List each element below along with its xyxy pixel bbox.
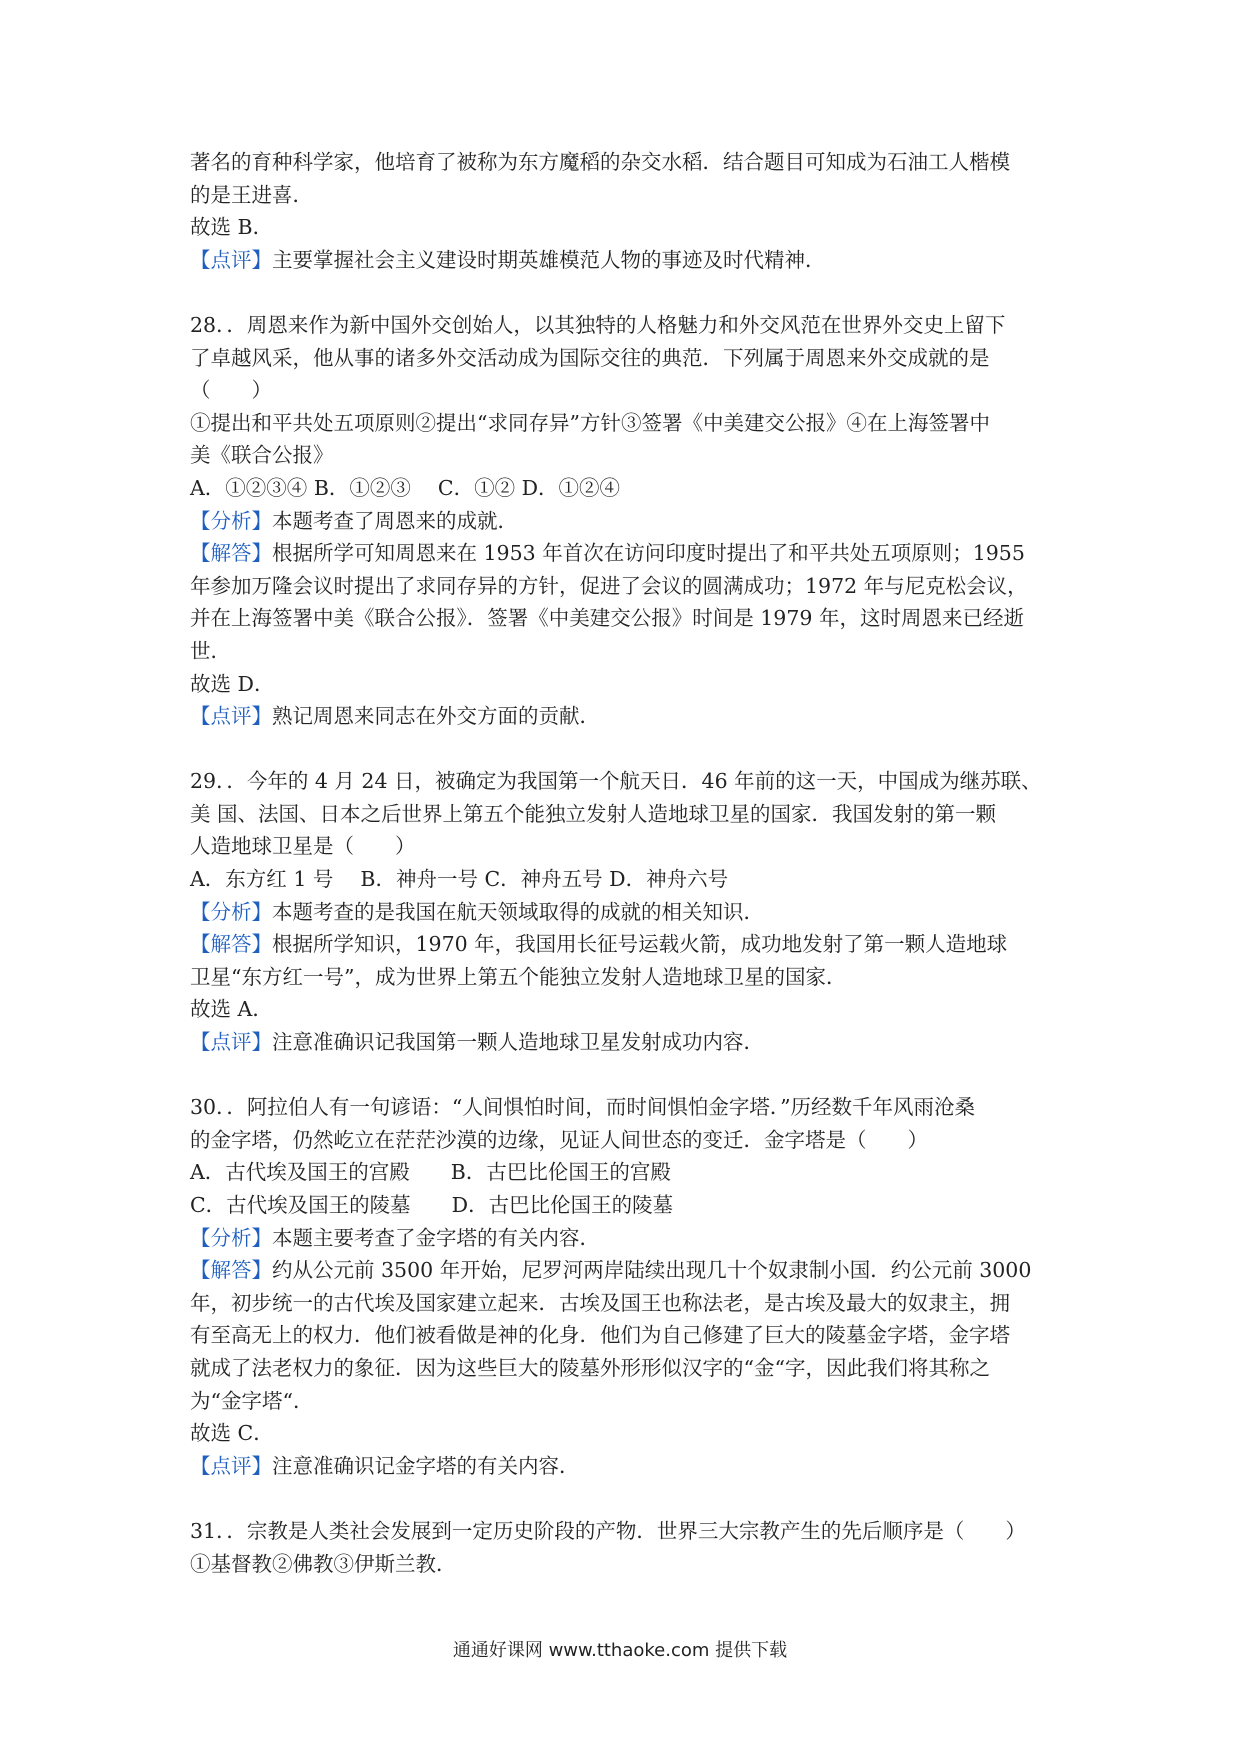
question-30 xyxy=(190,1091,1070,1482)
analysis-line xyxy=(190,1222,1070,1255)
analysis-tag: 【分析】 xyxy=(190,1225,272,1250)
analysis-line xyxy=(190,505,1070,538)
comment-tag: 【点评】 xyxy=(190,1453,272,1478)
question-text: 了卓越风采，他从事的诸多外交活动成为国际交往的典范．下列属于周恩来外交成就的是 xyxy=(190,345,990,370)
question-text: 31．．宗教是人类社会发展到一定历史阶段的产物．世界三大宗教产生的先后顺序是（ ） xyxy=(190,1518,1026,1543)
text-line: 著名的育种科学家，他培育了被称为东方魔稻的杂交水稻．结合题目可知成为石油工人楷模 xyxy=(190,150,1010,174)
answer-text: 就成了法老权力的象征．因为这些巨大的陵墓外形形似汉字的“金“字，因此我们将其称之 xyxy=(190,1355,990,1380)
analysis-tag: 【分析】 xyxy=(190,899,272,924)
question-28 xyxy=(190,309,1070,733)
answer-text: 年，初步统一的古代埃及国家建立起来．古埃及国王也称法老，是古埃及最大的奴隶主，拥 xyxy=(190,1290,1010,1315)
answer-text: 年参加万隆会议时提出了求同存异的方针，促进了会议的圆满成功；1972 年与尼克松会议， xyxy=(190,573,1028,598)
question-text: 29．．今年的 4 月 24 日，被确定为我国第一个航天日．46 年前的这一天，中国成为继苏联、 xyxy=(190,769,1042,794)
answer-text: 并在上海签署中美《联合公报》．签署《中美建交公报》时间是 1979 年，这时周恩来已经逝 xyxy=(190,606,1024,631)
analysis-line xyxy=(190,896,1070,929)
answer-text: 约从公元前 3500 年开始，尼罗河两岸陆续出现几十个奴隶制小国．约公元前 3000 xyxy=(272,1258,1032,1283)
question-text: （ ） xyxy=(190,378,272,403)
comment-line xyxy=(190,1450,1070,1483)
question-text: 美 国、法国、日本之后世界上第五个能独立发射人造地球卫星的国家．我国发射的第一颗 xyxy=(190,801,997,826)
choice-line: 故选 A． xyxy=(190,997,273,1022)
page-footer: 通通好课网 www.tthaoke.com 提供下载 xyxy=(452,1640,788,1661)
comment-tag: 【点评】 xyxy=(190,704,272,729)
intro-block xyxy=(190,146,1070,276)
analysis-text: 本题主要考查了金字塔的有关内容． xyxy=(272,1225,600,1250)
choice-line: 故选 D． xyxy=(190,671,275,696)
analysis-text: 本题考查了周恩来的成就． xyxy=(272,508,518,533)
comment-line xyxy=(190,700,1070,733)
answer-line xyxy=(190,537,1070,570)
answer-text: 根据所学知识，1970 年，我国用长征号运载火箭，成功地发射了第一颗人造地球 xyxy=(272,932,1008,957)
answer-tag: 【解答】 xyxy=(190,932,272,957)
question-31 xyxy=(190,1515,1070,1580)
answer-text: 为“金字塔“． xyxy=(190,1388,314,1413)
answer-text: 根据所学可知周恩来在 1953 年首次在访问印度时提出了和平共处五项原则；1955 xyxy=(272,541,1025,566)
answer-text: 有至高无上的权力．他们被看做是神的化身．他们为自己修建了巨大的陵墓金字塔，金字塔 xyxy=(190,1323,1010,1348)
options-line: A．①②③④ B．①②③ C．①② D．①②④ xyxy=(190,475,621,500)
question-text: 美《联合公报》 xyxy=(190,443,334,468)
question-text: 30．．阿拉伯人有一句谚语：“人间惧怕时间，而时间惧怕金字塔．”历经数千年风雨沧桑 xyxy=(190,1095,976,1120)
question-text: 人造地球卫星是（ ） xyxy=(190,834,416,859)
answer-text: 卫星“东方红一号”，成为世界上第五个能独立发射人造地球卫星的国家． xyxy=(190,964,847,989)
comment-tag: 【点评】 xyxy=(190,1030,272,1055)
question-text: 28．．周恩来作为新中国外交创始人，以其独特的人格魅力和外交风范在世界外交史上留下 xyxy=(190,312,1006,337)
options-line: C．古代埃及国王的陵墓 D．古巴比伦国王的陵墓 xyxy=(190,1193,674,1217)
answer-line xyxy=(190,928,1070,961)
question-text: ①基督教②佛教③伊斯兰教． xyxy=(190,1551,457,1576)
answer-line xyxy=(190,1254,1070,1287)
comment-text: 熟记周恩来同志在外交方面的贡献． xyxy=(272,704,600,729)
choice-line: 故选 B． xyxy=(190,215,274,240)
choice-line: 故选 C． xyxy=(190,1421,274,1446)
comment-tag: 【点评】 xyxy=(190,247,272,272)
question-text: 的金字塔，仍然屹立在茫茫沙漠的边缘，见证人间世态的变迁．金字塔是（ ） xyxy=(190,1127,928,1152)
answer-tag: 【解答】 xyxy=(190,1258,272,1283)
answer-tag: 【解答】 xyxy=(190,541,272,566)
comment-text: 注意准确识记金字塔的有关内容． xyxy=(272,1453,580,1478)
question-text: ①提出和平共处五项原则②提出“求同存异”方针③签署《中美建交公报》④在上海签署中 xyxy=(190,410,990,435)
comment-line xyxy=(190,244,1070,277)
options-line: A．东方红 1 号 B．神舟一号 C．神舟五号 D．神舟六号 xyxy=(190,867,729,892)
options-line: A．古代埃及国王的宫殿 B．古巴比伦国王的宫殿 xyxy=(190,1160,671,1185)
analysis-tag: 【分析】 xyxy=(190,508,272,533)
document-body xyxy=(190,146,1070,1580)
comment-text: 注意准确识记我国第一颗人造地球卫星发射成功内容． xyxy=(272,1030,764,1055)
text-line: 的是王进喜． xyxy=(190,182,313,207)
comment-line xyxy=(190,1026,1070,1059)
analysis-text: 本题考查的是我国在航天领域取得的成就的相关知识． xyxy=(272,899,764,924)
answer-text: 世． xyxy=(190,638,231,663)
comment-text: 主要掌握社会主义建设时期英雄模范人物的事迹及时代精神． xyxy=(272,247,826,272)
question-29 xyxy=(190,765,1070,1058)
